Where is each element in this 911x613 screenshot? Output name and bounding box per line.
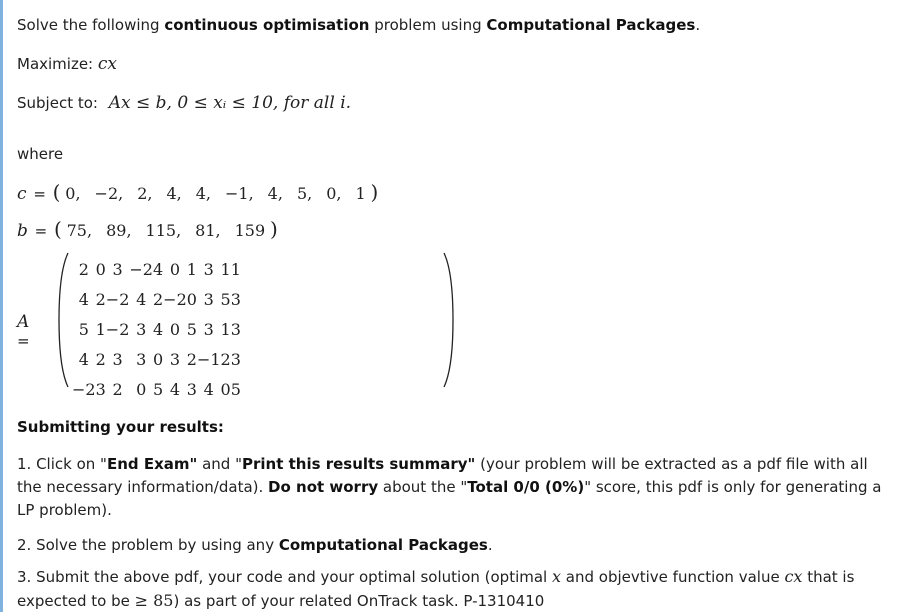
constraints-label: Subject to: xyxy=(17,94,98,112)
matrix-cell: 3 xyxy=(203,319,214,339)
vector-entry: 2, xyxy=(137,184,153,203)
item1-text-d: about the " xyxy=(378,478,468,496)
b-vector-values xyxy=(67,221,266,240)
item3-math-x: x xyxy=(551,567,562,586)
matrix-cell: 1 xyxy=(230,259,241,279)
A-equals: = xyxy=(17,332,30,350)
matrix-cell: −2 xyxy=(72,379,96,399)
submitting-heading-text: Submitting your results: xyxy=(17,418,224,436)
matrix-cell: 5 xyxy=(78,319,89,339)
item2-packages: Computational Packages xyxy=(278,536,488,554)
matrix-cell: 3 xyxy=(230,349,241,369)
matrix-cell: 4 xyxy=(169,379,181,399)
b-vector-name: b xyxy=(17,221,28,241)
matrix-cell: −2 xyxy=(163,289,187,309)
matrix-cell: 2 xyxy=(152,289,164,309)
vector-entry: 159 xyxy=(234,221,266,240)
c-vector-values xyxy=(65,184,365,203)
matrix-cell: 4 xyxy=(78,289,89,309)
matrix-cell: 3 xyxy=(230,319,241,339)
matrix-cell: 4 xyxy=(203,379,214,399)
matrix-cell: 5 xyxy=(230,379,241,399)
matrix-cell: 1 xyxy=(220,319,231,339)
A-matrix-name: A xyxy=(17,312,30,332)
intro-bold-continuous: continuous optimisation xyxy=(164,16,370,34)
item1-text-c: (your problem will be extracted as a pdf file with all the necessary information/data). xyxy=(17,455,868,496)
intro-text xyxy=(17,15,700,35)
where-label: where xyxy=(17,145,64,163)
matrix-cell: 5 xyxy=(186,319,197,339)
matrix-cell: 4 xyxy=(136,289,147,309)
matrix-cell: 2 xyxy=(112,379,123,399)
item3-math-cx: cx xyxy=(784,567,803,586)
vector-entry: 0, xyxy=(65,184,81,203)
item3-text-c: that is expected to be xyxy=(17,568,855,610)
matrix-cell: −2 xyxy=(105,289,130,309)
matrix-cell: 2 xyxy=(95,289,106,309)
submitting-heading xyxy=(17,416,887,439)
matrix-cell: 1 xyxy=(95,319,106,339)
item3-math-bound: ≥ 85 xyxy=(134,591,174,610)
item1-text-e: " score, this pdf is only for generating a LP problem). xyxy=(17,478,882,519)
matrix-cell: 3 xyxy=(186,379,197,399)
vector-entry: 0, xyxy=(326,184,342,203)
item1-text-b: and " xyxy=(197,455,242,473)
matrix-cell: 0 xyxy=(169,319,181,339)
item3-text-b: and objevtive function value xyxy=(561,568,785,586)
item1-do-not-worry: Do not worry xyxy=(268,478,379,496)
item1-total-score: Total 0/0 (0%) xyxy=(467,478,585,496)
c-equals: = xyxy=(33,185,46,203)
item1-end-exam: End Exam" xyxy=(106,455,198,473)
constraints-line xyxy=(17,93,351,113)
matrix-row xyxy=(72,254,241,284)
vector-entry: −2, xyxy=(94,184,124,203)
A-matrix-label xyxy=(17,312,30,350)
matrix-cell: 3 xyxy=(112,259,123,279)
intro-bold-packages: Computational Packages xyxy=(486,16,696,34)
matrix-row xyxy=(72,374,241,404)
A-matrix-right-bracket xyxy=(443,252,455,388)
matrix-cell: 3 xyxy=(230,289,241,309)
vector-entry: 5, xyxy=(296,184,313,203)
matrix-cell: 3 xyxy=(136,319,147,339)
submit-item-1 xyxy=(17,453,887,522)
submit-item-3 xyxy=(17,565,887,613)
matrix-cell: 4 xyxy=(152,259,164,279)
matrix-cell: −2 xyxy=(105,319,130,339)
item2-text-a: 2. Solve the problem by using any xyxy=(17,536,279,554)
matrix-row xyxy=(72,344,241,374)
matrix-cell: 3 xyxy=(203,289,214,309)
matrix-cell: 0 xyxy=(95,259,106,279)
matrix-cell: 5 xyxy=(220,289,231,309)
left-accent-bar xyxy=(0,0,3,612)
matrix-cell: 3 xyxy=(203,259,214,279)
matrix-cell: 0 xyxy=(220,379,231,399)
constraints-expr: Ax ≤ b, 0 ≤ xᵢ ≤ 10, for all i. xyxy=(108,93,352,113)
submit-item-2 xyxy=(17,534,887,557)
vector-entry: 1 xyxy=(355,184,366,203)
item1-text-a: 1. Click on " xyxy=(17,455,107,473)
matrix-cell: −1 xyxy=(196,349,221,369)
objective-expr: cx xyxy=(97,54,118,74)
matrix-cell: 0 xyxy=(152,349,164,369)
matrix-cell: 0 xyxy=(136,379,147,399)
vector-entry: 4, xyxy=(267,184,283,203)
c-open-paren: ( xyxy=(52,180,61,204)
b-open-paren: ( xyxy=(54,217,62,241)
matrix-cell: 5 xyxy=(152,379,164,399)
matrix-cell: −2 xyxy=(129,259,153,279)
item3-text-d: ) as part of your related OnTrack task. P-1310410 xyxy=(173,592,545,610)
vector-entry: 75, xyxy=(66,221,93,240)
objective-label: Maximize: xyxy=(17,55,94,73)
matrix-cell: 4 xyxy=(152,319,164,339)
matrix-row xyxy=(72,314,241,344)
item2-text-b: . xyxy=(487,536,493,554)
A-matrix-left-bracket xyxy=(57,252,69,388)
b-close-paren: ) xyxy=(269,217,278,241)
b-vector xyxy=(17,218,278,242)
A-matrix-table xyxy=(72,254,241,404)
item3-text-a: 3. Submit the above pdf, your code and your optimal solution (optimal xyxy=(17,568,552,586)
vector-entry: 4, xyxy=(166,184,182,203)
objective-line xyxy=(17,54,117,74)
c-vector-name: c xyxy=(17,184,27,204)
matrix-row xyxy=(72,284,241,314)
intro-suffix: . xyxy=(695,16,701,34)
matrix-cell: 2 xyxy=(78,259,89,279)
c-vector xyxy=(17,181,378,205)
matrix-cell: 1 xyxy=(186,259,197,279)
intro-prefix: Solve the following xyxy=(17,16,165,34)
matrix-cell: 0 xyxy=(169,259,181,279)
matrix-cell: 2 xyxy=(95,349,106,369)
vector-entry: 115, xyxy=(145,221,182,240)
matrix-cell: 0 xyxy=(186,289,197,309)
matrix-cell: 3 xyxy=(95,379,106,399)
matrix-cell: 3 xyxy=(112,349,123,369)
vector-entry: 89, xyxy=(106,221,132,240)
matrix-cell: 3 xyxy=(169,349,181,369)
matrix-cell: 1 xyxy=(220,259,231,279)
matrix-cell: 2 xyxy=(186,349,197,369)
item1-print-summary: Print this results summary" xyxy=(241,455,476,473)
b-equals: = xyxy=(34,222,48,240)
matrix-cell: 4 xyxy=(78,349,89,369)
matrix-cell: 2 xyxy=(220,349,231,369)
intro-middle: problem using xyxy=(369,16,487,34)
vector-entry: 81, xyxy=(195,221,221,240)
matrix-cell: 3 xyxy=(136,349,147,369)
vector-entry: 4, xyxy=(195,184,211,203)
c-close-paren: ) xyxy=(370,180,379,204)
vector-entry: −1, xyxy=(225,184,254,203)
